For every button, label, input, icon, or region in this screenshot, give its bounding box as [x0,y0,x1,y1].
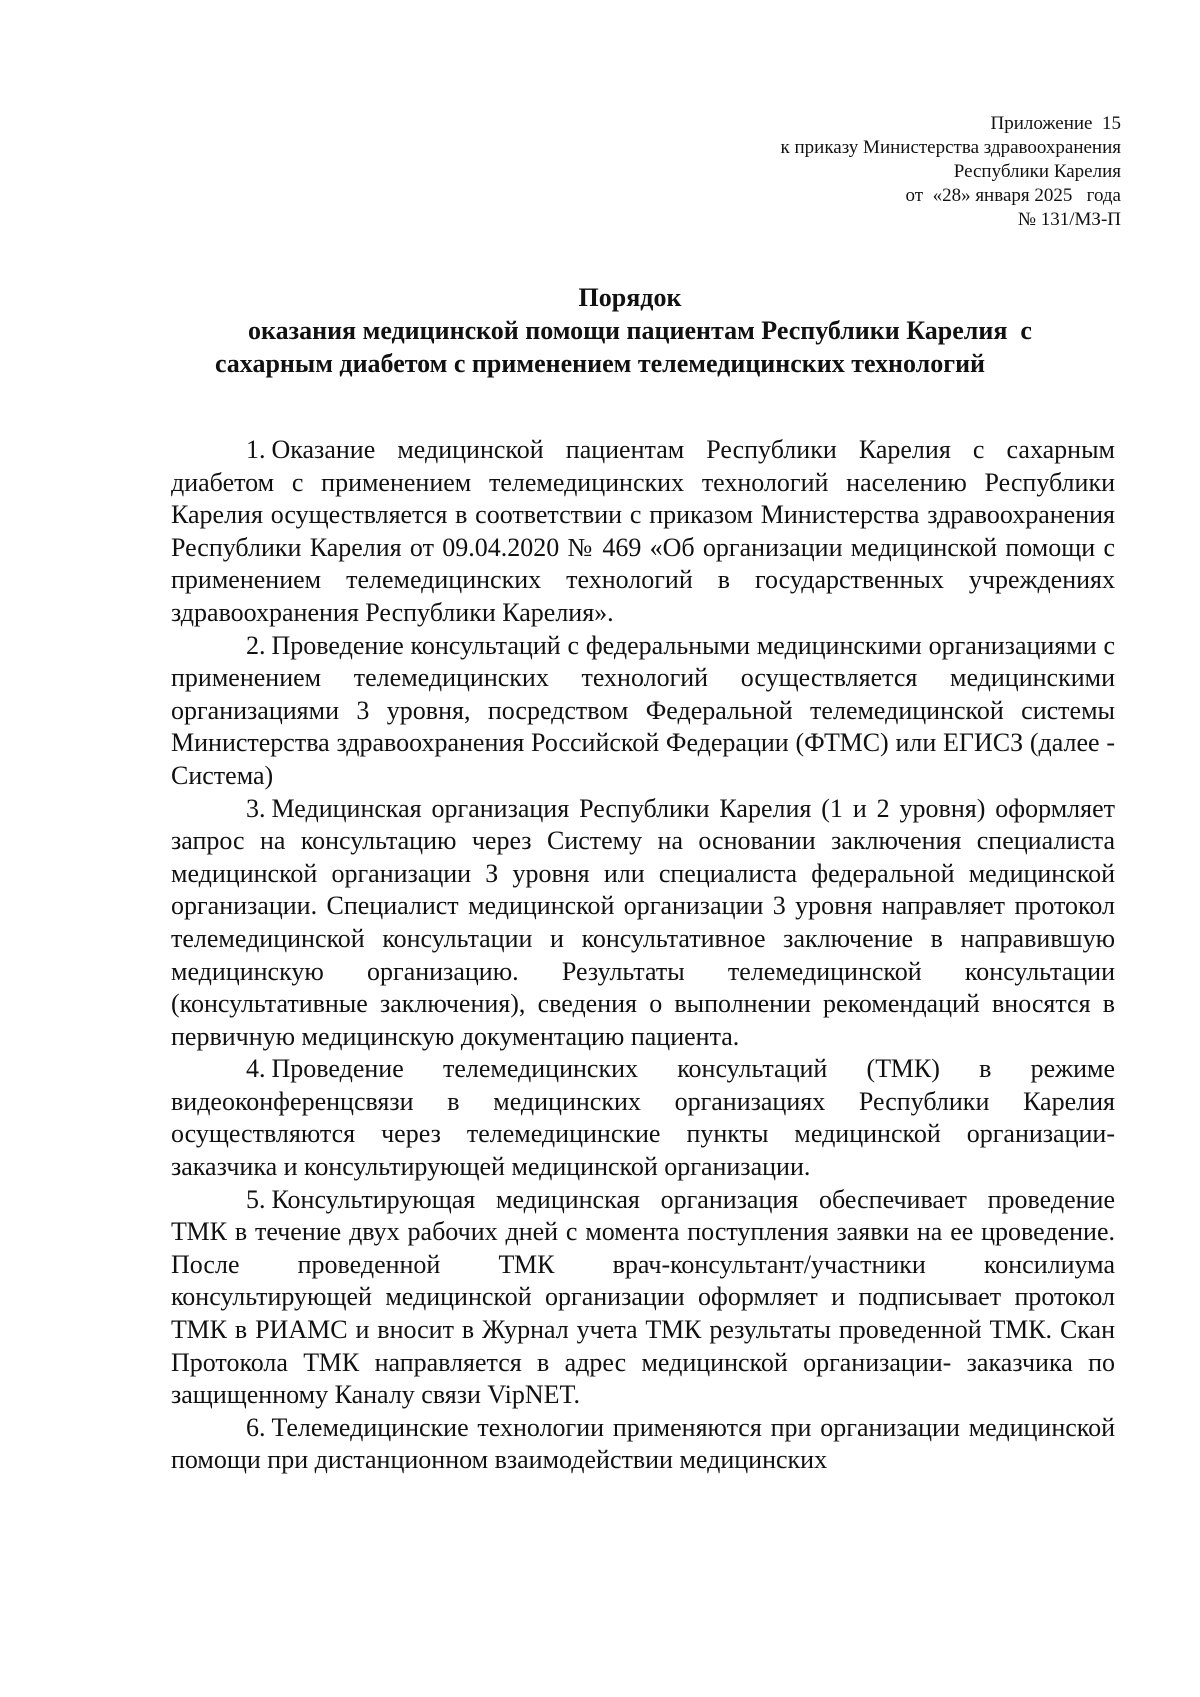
paragraph-text: Телемедицинские технологии применяются при организации медицинской помощи при дистанционном взаимодействии медицинских [171,1412,1115,1475]
order-reference: к приказу Министерства здравоохранения [780,137,1121,158]
paragraph-text: Проведение консультаций с федеральными медицинскими организациями с применением телемедицинских технологий осуществляется медицинскими организациями 3 уровня, посредством Федеральной телемедицинской системы Министерства здравоохранения Российской Федерации (ФТМС) или ЕГИСЗ (далее - Система) [171,630,1115,790]
paragraph-1 [171,434,1115,630]
paragraph-number: 6. [246,1412,266,1442]
paragraph-number: 2. [246,630,266,660]
order-date: от «28» января 2025 года [905,185,1121,206]
paragraph-number: 4. [246,1054,266,1084]
paragraph-number: 5. [246,1184,266,1214]
region-name: Республики Карелия [953,161,1121,182]
paragraph-text: Проведение телемедицинских консультаций (ТМК) в режиме видеоконференцсвязи в медицинских организациях Республики Карелия осуществляются через телемедицинские пункты медицинской организации-заказчика и консультирующей медицинской организации. [171,1054,1115,1182]
paragraph-6 [171,1412,1115,1477]
title-line-2: оказания медицинской помощи пациентам Республики Карелия с [248,316,1032,345]
paragraph-number: 3. [246,793,266,823]
order-number: № 131/МЗ-П [1017,209,1121,230]
appendix-header [521,112,1121,232]
paragraph-3 [171,793,1115,1054]
paragraph-text: Медицинская организация Республики Карелия (1 и 2 уровня) оформляет запрос на консультацию через Систему на основании заключения специалиста медицинской организации З уровня или специалиста федеральной медицинской организации. Специалист медицинской организации 3 уровня направляет протокол телемедицинской консультации и консультативное заключение в направившую медицинскую организацию. Результаты телемедицинской консультации (консультативные заключения), сведения о выполнении рекомендаций вносятся в первичную медицинскую документацию пациента. [171,793,1115,1051]
paragraph-5 [171,1184,1115,1412]
paragraph-2 [171,630,1115,793]
paragraph-number: 1. [246,435,266,464]
paragraph-text: Консультирующая медицинская организация обеспечивает проведение ТМК в течение двух рабочих дней с момента поступления заявки на ее цроведение. После проведенной ТМК врач-консультант/участники консилиума консультирующей медицинской организации оформляет и подписывает протокол ТМК в РИАМС и вносит в Журнал учета ТМК результаты проведенной ТМК. Скан Протокола ТМК направляется в адрес медицинской организации- заказчика по защищенному Каналу связи VipNET. [171,1184,1115,1410]
paragraph-4 [171,1053,1115,1183]
document-title [150,281,1110,380]
appendix-number: Приложение 15 [990,113,1121,134]
paragraph-text: Оказание медицинской пациентам Республики Карелия с сахарным диабетом с применением телемедицинских технологий населению Республики Карелия осуществляется в соответствии с приказом Министерства здравоохранения Республики Карелия от 09.04.2020 № 469 «Об организации медицинской помощи с применением телемедицинских технологий в государственных учреждениях здравоохранения Республики Карелия». [171,435,1115,627]
document-body [171,434,1115,1477]
title-line-1: Порядок [578,283,682,312]
title-line-3: сахарным диабетом с применением телемедицинских технологий [214,349,986,378]
